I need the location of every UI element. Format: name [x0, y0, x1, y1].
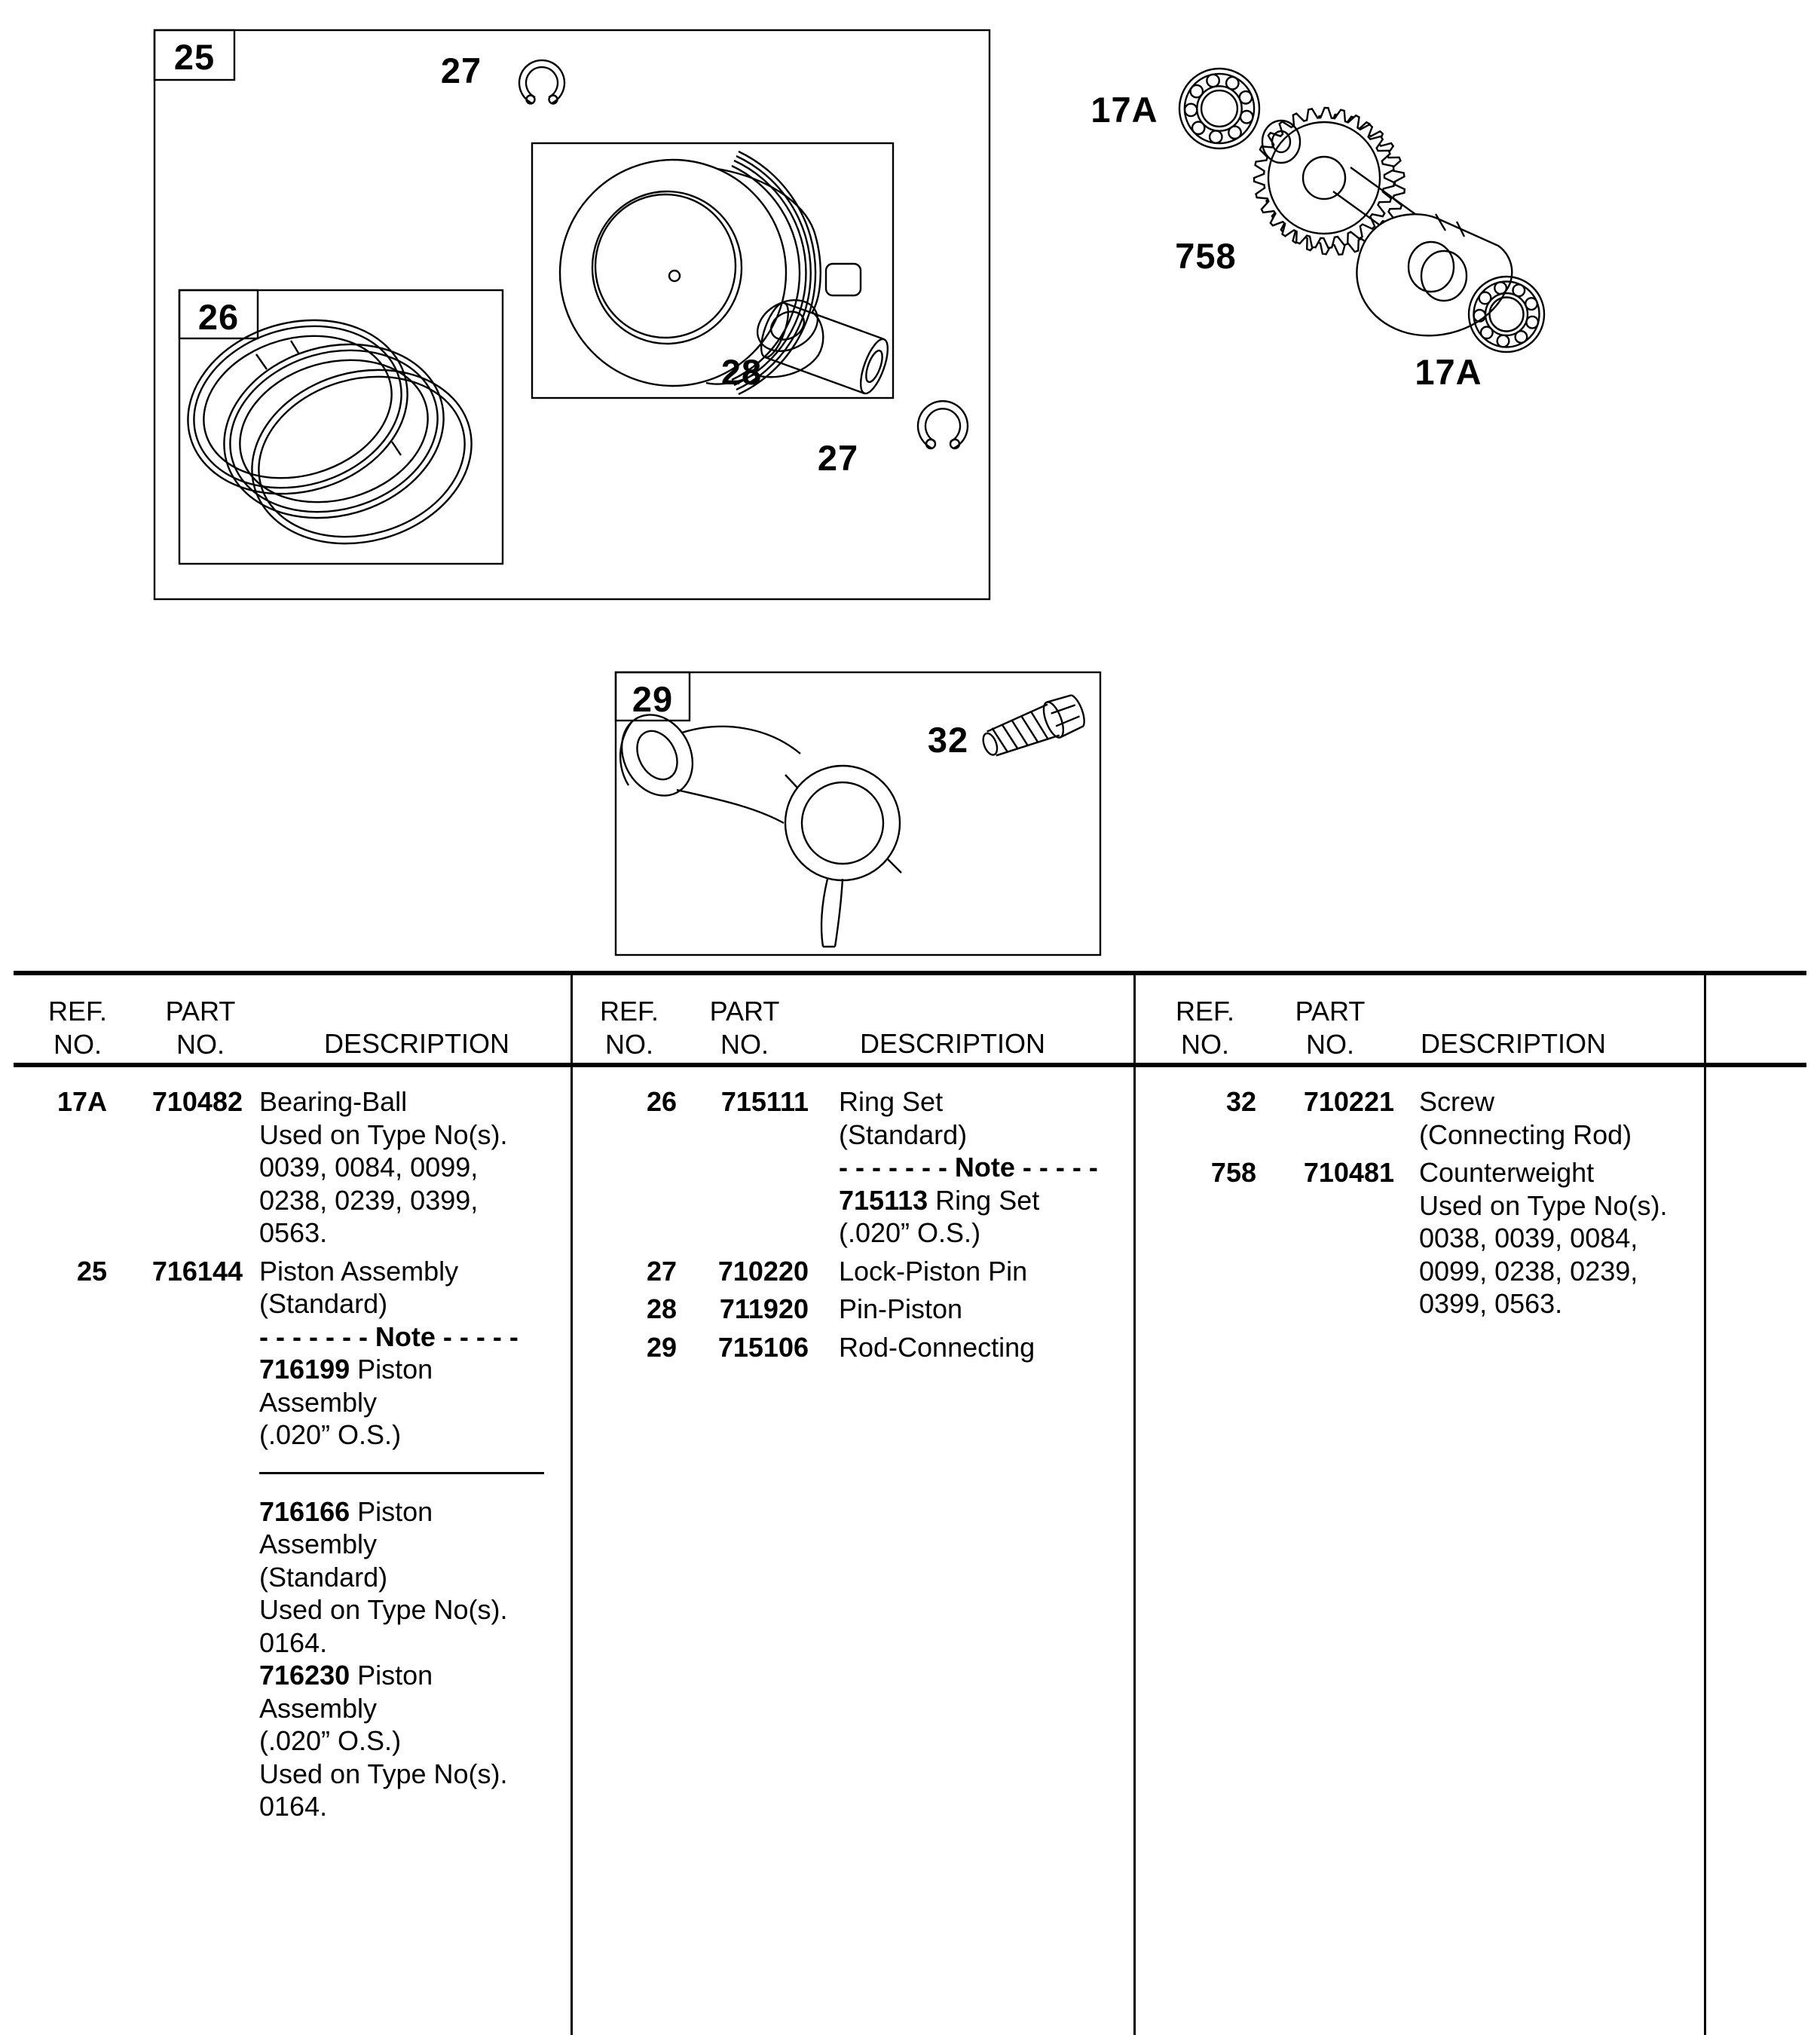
part-no: 716144	[151, 1255, 243, 1287]
column-header	[1134, 995, 1705, 1078]
description-header: DESCRIPTION	[860, 1028, 1046, 1059]
callout-32: 32	[927, 720, 969, 760]
callout-27-top: 27	[440, 50, 482, 90]
description-line: 0164.	[259, 1626, 328, 1658]
parts-row	[1134, 1156, 1705, 1320]
description	[1419, 1156, 1705, 1320]
description-line: (.020” O.S.)	[259, 1725, 402, 1756]
parts-row	[0, 1255, 571, 1823]
parts-column-1	[0, 996, 571, 1828]
ref-no-header: NO.	[604, 1028, 653, 1060]
part-no: 715111	[720, 1086, 809, 1117]
callout-17a-right: 17A	[1415, 352, 1482, 392]
ref-no: 32	[1225, 1086, 1256, 1117]
ref-no-header: REF.	[47, 996, 107, 1027]
part-no-header: NO.	[720, 1028, 769, 1060]
part-no-header: NO.	[1305, 1028, 1354, 1060]
part-no: 710221	[1303, 1086, 1394, 1117]
part-no: 710482	[151, 1086, 243, 1117]
description-line: Counterweight	[1419, 1157, 1595, 1188]
description-line: (.020” O.S.)	[839, 1217, 981, 1248]
description-line: (Standard)	[259, 1288, 388, 1319]
ball-bearing-left	[1179, 69, 1259, 148]
part-no: 710220	[717, 1255, 809, 1287]
ref-no: 17A	[57, 1086, 107, 1117]
description-line: Used on Type No(s).	[259, 1118, 508, 1150]
description-divider	[259, 1452, 571, 1495]
description-header: DESCRIPTION	[324, 1028, 510, 1059]
ref-no: 28	[646, 1293, 677, 1324]
ref-no: 26	[646, 1086, 677, 1117]
description-line: 0039, 0084, 0099,	[259, 1152, 479, 1183]
description-line: Piston Assembly	[259, 1255, 459, 1287]
description	[839, 1255, 1134, 1288]
part-no-header: NO.	[176, 1028, 225, 1060]
part-no: 711920	[719, 1293, 809, 1324]
description-line: Assembly	[259, 1692, 378, 1724]
ref-no-header: REF.	[599, 996, 659, 1027]
description-line: Bearing-Ball	[259, 1086, 408, 1117]
table-top-rule	[14, 971, 1806, 975]
counterweight-gear-drawing	[1254, 108, 1512, 335]
ref-no-header: REF.	[1175, 996, 1234, 1027]
description-line: 0238, 0239, 0399,	[259, 1184, 479, 1216]
description-line: Used on Type No(s).	[259, 1758, 508, 1789]
ref-no-header: NO.	[1180, 1028, 1229, 1060]
lock-pin-clip-bottom	[918, 401, 968, 448]
parts-row	[0, 1085, 571, 1250]
part-no-header: PART	[709, 996, 780, 1027]
description-line: Screw	[1419, 1086, 1495, 1117]
parts-row	[571, 1255, 1134, 1288]
callout-28: 28	[720, 352, 763, 392]
connecting-rod-drawing	[608, 702, 901, 947]
description	[1419, 1085, 1705, 1151]
description	[839, 1331, 1134, 1364]
rod-screw-drawing	[977, 691, 1088, 764]
description-line: 716166 Piston	[259, 1495, 433, 1527]
description-line: (Standard)	[839, 1118, 968, 1150]
description-line: (Connecting Rod)	[1419, 1118, 1632, 1150]
part-no: 710481	[1303, 1157, 1394, 1188]
callout-758: 758	[1175, 236, 1237, 276]
description-line: - - - - - - - Note - - - - -	[839, 1152, 1098, 1183]
description-line: Used on Type No(s).	[259, 1594, 508, 1625]
description-line: 716230 Piston	[259, 1660, 433, 1691]
callout-17a-left: 17A	[1090, 90, 1158, 130]
callout-27-bottom: 27	[817, 438, 859, 478]
part-no: 715106	[717, 1331, 809, 1363]
lock-pin-clip-top	[519, 60, 564, 104]
description-line: 0038, 0039, 0084,	[1419, 1223, 1638, 1253]
description-line: 0399, 0563.	[1419, 1288, 1563, 1319]
description	[839, 1085, 1134, 1250]
ref-no: 29	[646, 1331, 677, 1363]
description-line: Rod-Connecting	[839, 1331, 1035, 1363]
exploded-view-diagram	[0, 0, 1820, 972]
description-line: 0563.	[259, 1217, 328, 1248]
description-line: 0099, 0238, 0239,	[1419, 1255, 1638, 1287]
parts-rows	[1134, 1085, 1705, 1320]
description-line: Assembly	[259, 1529, 378, 1559]
parts-column-3	[1134, 996, 1705, 1326]
column-header	[0, 995, 571, 1078]
description-line: - - - - - - - Note - - - - -	[259, 1320, 518, 1352]
parts-column-2	[571, 996, 1134, 1369]
description-line: Ring Set	[839, 1086, 944, 1117]
description	[259, 1255, 571, 1823]
description-line: (Standard)	[259, 1561, 388, 1593]
parts-row	[1134, 1085, 1705, 1151]
parts-row	[571, 1293, 1134, 1326]
description-line: Used on Type No(s).	[1419, 1189, 1668, 1221]
part-no-header: PART	[1295, 996, 1366, 1027]
description-line: 716199 Piston	[259, 1354, 433, 1385]
callout-29: 29	[632, 679, 674, 719]
parts-rows	[0, 1085, 571, 1823]
ref-no-header: NO.	[53, 1028, 102, 1060]
ref-no: 25	[76, 1255, 107, 1287]
description-line: Pin-Piston	[839, 1293, 963, 1324]
parts-row	[571, 1085, 1134, 1250]
description-line: 0164.	[259, 1791, 328, 1822]
description-line: (.020” O.S.)	[259, 1419, 402, 1450]
description	[839, 1293, 1134, 1326]
ref-no: 27	[646, 1255, 677, 1287]
parts-rows	[571, 1085, 1134, 1363]
part-no-header: PART	[165, 996, 236, 1027]
column-header	[571, 995, 1134, 1078]
description-header: DESCRIPTION	[1421, 1028, 1607, 1059]
ref-no: 758	[1210, 1157, 1256, 1188]
description-line: Lock-Piston Pin	[839, 1255, 1028, 1287]
description	[259, 1085, 571, 1250]
parts-row	[571, 1331, 1134, 1364]
callout-25: 25	[173, 37, 216, 77]
callout-26: 26	[197, 297, 240, 337]
description-line: Assembly	[259, 1386, 378, 1418]
description-line: 715113 Ring Set	[839, 1184, 1040, 1216]
